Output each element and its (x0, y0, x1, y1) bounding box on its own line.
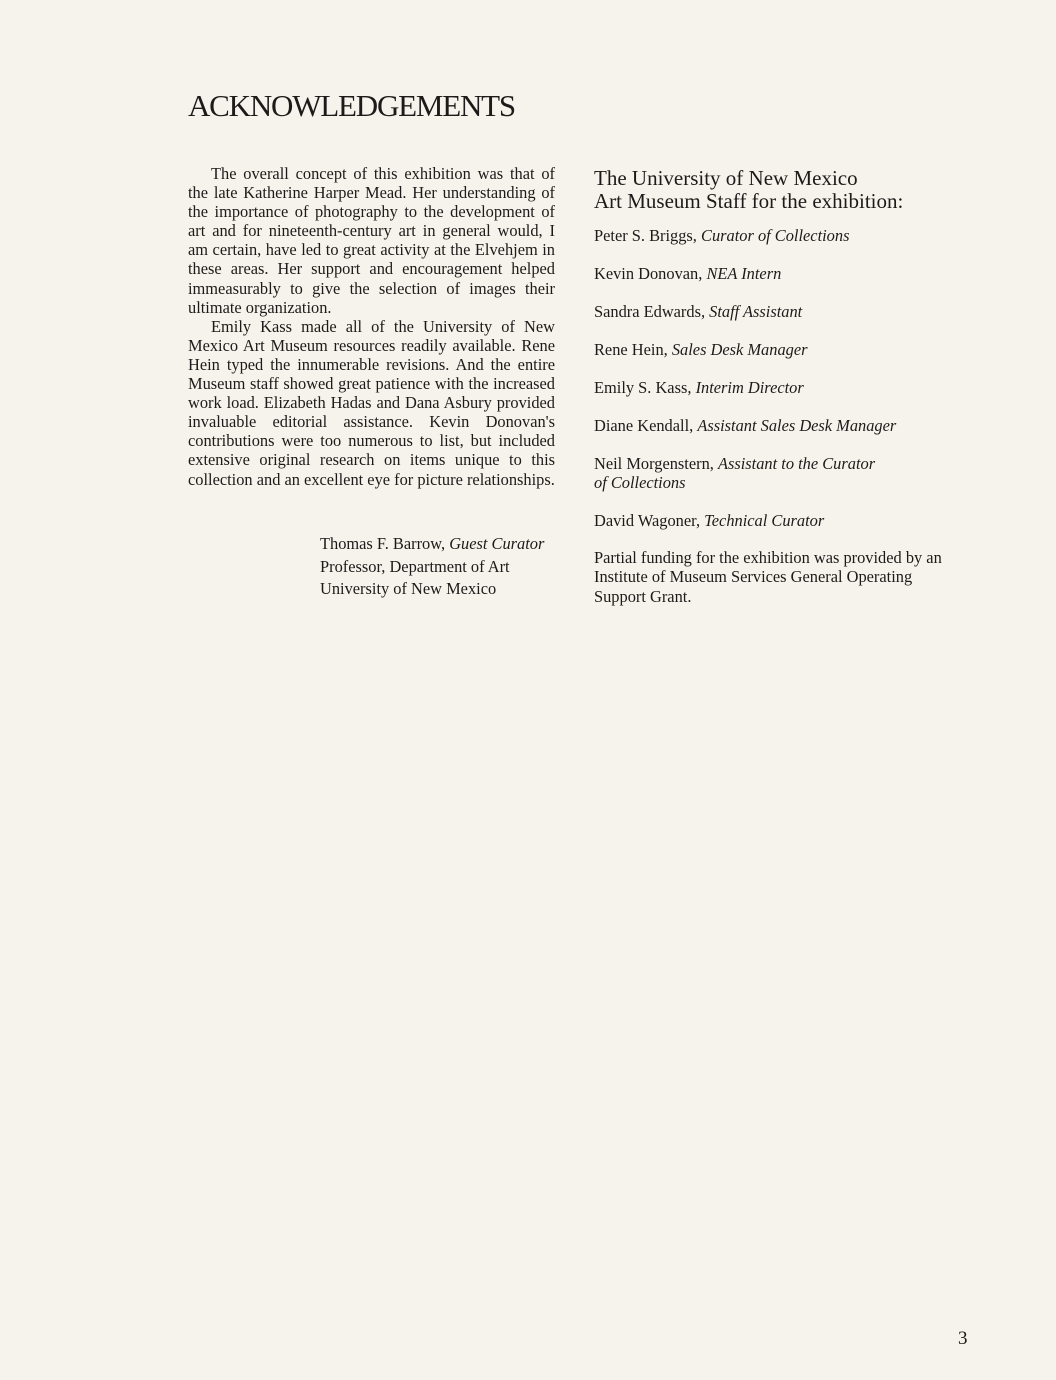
staff-member (594, 378, 964, 397)
funding-note: Partial funding for the exhibition was provided by an Institute of Museum Services General Operating Support Grant. (594, 548, 942, 606)
staff-role: Assistant Sales Desk Manager (697, 416, 897, 435)
staff-heading (594, 167, 964, 212)
staff-list (594, 226, 964, 530)
staff-name: Diane Kendall, (594, 416, 694, 435)
staff-member (594, 264, 964, 283)
staff-name: Emily S. Kass, (594, 378, 692, 397)
staff-heading-line: The University of New Mexico (594, 166, 858, 190)
signature-title: Professor, Department of Art (320, 556, 510, 576)
signature-block (320, 533, 544, 601)
staff-name: David Wagoner, (594, 511, 701, 530)
staff-name: Sandra Edwards, (594, 302, 706, 321)
staff-role-continued: of Collections (594, 473, 686, 492)
staff-member (594, 416, 964, 435)
acknowledgement-text (188, 164, 555, 489)
intro-paragraph: The overall concept of this exhibition was that of the late Katherine Harper Mead. Her understanding of the importance of photography to the development of art and for nineteenth-century art in general would, I am certain, have led to great activity at the Elvehjem in these areas. Her support and encouragement helped immeasurably to give the selection of images their ultimate organization. (188, 164, 555, 317)
staff-heading-line: Art Museum Staff for the exhibition: (594, 188, 904, 213)
staff-role: Curator of Collections (701, 226, 850, 245)
intro-paragraph: Emily Kass made all of the University of New Mexico Art Museum resources readily available. Rene Hein typed the innumerable revisions. And the entire Museum staff showed great patience with the increased work load. Elizabeth Hadas and Dana Asbury provided invaluable editorial assistance. Kevin Donovan's contributions were too numerous to list, but included extensive original research on items unique to this collection and an excellent eye for picture relationships. (188, 316, 555, 489)
signature-institution: University of New Mexico (320, 579, 497, 598)
staff-name: Kevin Donovan, (594, 264, 703, 283)
staff-role: Sales Desk Manager (671, 340, 808, 359)
staff-role: NEA Intern (706, 264, 782, 283)
staff-name: Peter S. Briggs, (594, 226, 697, 245)
signature-role: Guest Curator (449, 534, 545, 553)
staff-member (594, 454, 964, 492)
staff-section (594, 167, 964, 606)
staff-role: Staff Assistant (709, 302, 803, 321)
staff-role: Interim Director (695, 378, 804, 397)
staff-member (594, 302, 964, 321)
staff-member (594, 226, 964, 245)
signature-name: Thomas F. Barrow, (320, 534, 446, 553)
page-title: ACKNOWLEDGEMENTS (188, 88, 515, 123)
signature-name-line (320, 533, 544, 556)
staff-role: Assistant to the Curator (717, 454, 876, 473)
staff-role: Technical Curator (704, 511, 825, 530)
staff-name: Neil Morgenstern, (594, 454, 714, 473)
page-number: 3 (958, 1328, 968, 1349)
staff-member (594, 511, 964, 530)
staff-name: Rene Hein, (594, 340, 668, 359)
staff-member (594, 340, 964, 359)
